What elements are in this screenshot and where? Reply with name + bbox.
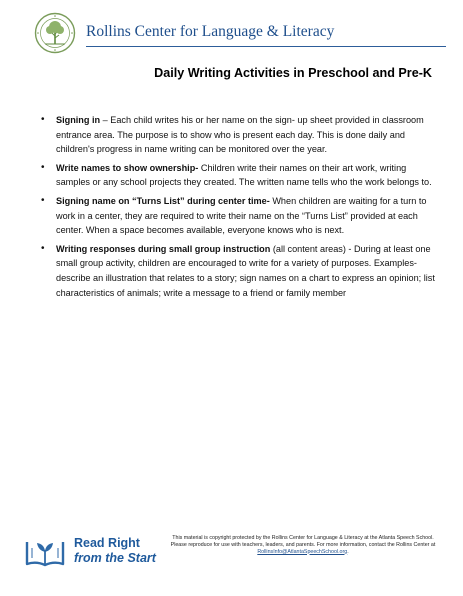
bullet-icon: • [41, 161, 45, 173]
item-text: When children are waiting for a turn to work in a center, they are required to write their name on the “Turns List” provided at each center. When a space becomes available, everyone knows who is next. [56, 195, 427, 236]
item-term: Signing in [56, 115, 101, 125]
list-item [38, 242, 438, 300]
item-term: Signing name on “Turns List” during center time- [56, 195, 270, 206]
activity-list [38, 113, 438, 304]
list-item [38, 194, 438, 238]
letterhead [34, 12, 444, 54]
read-right-logo [24, 534, 164, 574]
copyright-notice [164, 535, 442, 555]
item-text: – Each child writes his or her name on the sign- up sheet provided in classroom entrance area. The purpose is to show who is present each day. This is done daily and children's progress in name writing can be monitored over the year. [56, 115, 424, 155]
page-title: Daily Writing Activities in Preschool and Pre-K [154, 66, 432, 80]
item-text: (all content areas) - During at least one small group activity, children are encouraged to write for a variety of purposes. Examples- describe an illustration that relates to a story; sign names on a chart to express an opinion; list characteristics of animals; write a message to a friend or family member [56, 243, 435, 298]
school-seal-tree-icon [34, 12, 76, 54]
logo-line-1: Read Right [74, 536, 140, 550]
header-divider [86, 46, 446, 47]
item-text: Children write their names on their art work, writing samples or any school projects they created. The written name tells who the work belongs to. [56, 162, 432, 188]
list-item [38, 161, 438, 190]
copyright-text: This material is copyright protected by the Rollins Center for Language & Literacy at the Atlanta Speech School. Please reproduce for use with teachers, leaders, and parents. For more information, contact the Rollins Center at [170, 535, 436, 548]
open-book-sprout-icon [24, 534, 66, 568]
bullet-icon: • [41, 114, 45, 125]
bullet-icon: • [41, 194, 45, 206]
bullet-icon: • [41, 242, 45, 254]
list-item [38, 113, 438, 157]
copyright-end: . [347, 548, 349, 555]
contact-email-link[interactable]: RollinsInfo@AtlantaSpeechSchool.org [257, 548, 348, 555]
item-term: Writing responses during small group instruction [56, 243, 271, 254]
item-term: Write names to show ownership- [56, 162, 199, 173]
logo-line-2: from the Start [74, 551, 156, 565]
org-name: Rollins Center for Language & Literacy [86, 23, 335, 40]
